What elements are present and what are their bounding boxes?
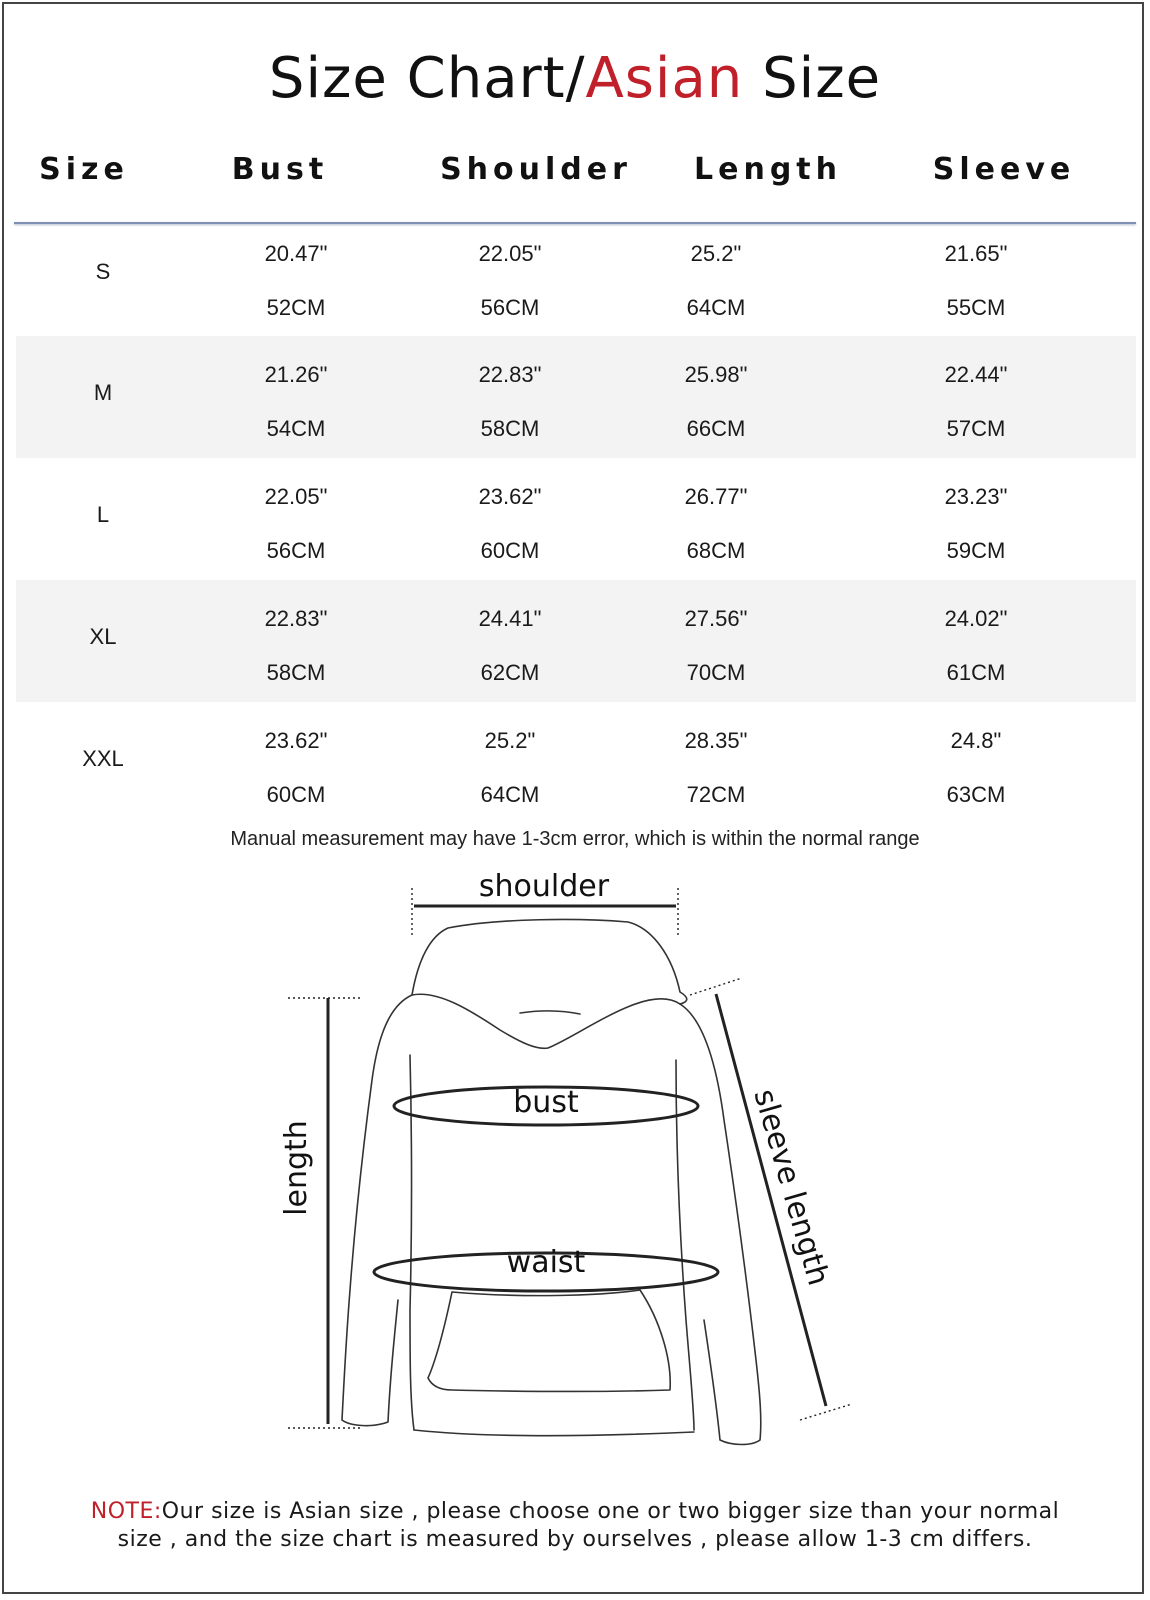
bust-inch: 21.26"	[264, 362, 328, 387]
length-label: length	[279, 1120, 314, 1216]
shoulder-cm: 64CM	[480, 782, 540, 807]
bust-cm: 58CM	[266, 660, 326, 685]
size-label: M	[93, 380, 113, 405]
length-inch: 25.98"	[684, 362, 748, 387]
length-inch: 25.2"	[690, 241, 742, 266]
column-header-shoulder: Shoulder	[440, 152, 632, 187]
length-cm: 64CM	[686, 295, 746, 320]
shoulder-cm: 56CM	[480, 295, 540, 320]
title-accent: Asian	[585, 46, 744, 111]
length-cm: 66CM	[686, 416, 746, 441]
size-label: XL	[89, 624, 117, 649]
bust-inch: 23.62"	[264, 728, 328, 753]
kangaroo-pocket	[428, 1290, 670, 1392]
right-sleeve	[680, 1004, 761, 1445]
length-inch: 27.56"	[684, 606, 748, 631]
left-body-side	[410, 1055, 414, 1430]
note-text-2: size , and the size chart is measured by ourselves , please allow 1-3 cm differs.	[117, 1527, 1033, 1552]
note-label: NOTE:	[90, 1499, 162, 1524]
sleeve-length-label: sleeve length	[746, 1085, 836, 1290]
waist-label: waist	[506, 1245, 586, 1280]
sleeve-cm: 59CM	[946, 538, 1006, 563]
title-suffix: Size	[743, 46, 882, 111]
title-prefix: Size Chart/	[268, 46, 586, 111]
shoulder-inch: 24.41"	[478, 606, 542, 631]
bust-cm: 56CM	[266, 538, 326, 563]
length-inch: 28.35"	[684, 728, 748, 753]
column-header-size: Size	[39, 152, 129, 187]
sleeve-cm: 57CM	[946, 416, 1006, 441]
length-cm: 72CM	[686, 782, 746, 807]
shoulder-inch: 22.83"	[478, 362, 542, 387]
length-inch: 26.77"	[684, 484, 748, 509]
length-cm: 70CM	[686, 660, 746, 685]
measurement-note: Manual measurement may have 1-3cm error, which is within the normal range	[230, 828, 920, 850]
sleeve-cm: 61CM	[946, 660, 1006, 685]
bust-inch: 22.83"	[264, 606, 328, 631]
column-header-bust: Bust	[231, 152, 329, 187]
size-note	[0, 1498, 1150, 1554]
size-label: L	[96, 502, 110, 527]
hem	[414, 1430, 694, 1436]
shoulder-label: shoulder	[478, 869, 610, 904]
sleeve-inch: 21.65"	[944, 241, 1008, 266]
bust-cm: 54CM	[266, 416, 326, 441]
sleeve-cm: 63CM	[946, 782, 1006, 807]
column-header-length: Length	[694, 152, 842, 187]
shoulder-cm: 62CM	[480, 660, 540, 685]
size-label: XXL	[82, 746, 124, 771]
shoulder-inch: 23.62"	[478, 484, 542, 509]
neckline	[520, 1011, 580, 1014]
sleeve-inch: 24.8"	[950, 728, 1002, 753]
size-label: S	[95, 259, 111, 284]
sleeve-inch: 22.44"	[944, 362, 1008, 387]
shoulder-cm: 60CM	[480, 538, 540, 563]
shoulder-inch: 25.2"	[484, 728, 536, 753]
bust-inch: 20.47"	[264, 241, 328, 266]
bust-label: bust	[513, 1085, 579, 1120]
column-header-sleeve: Sleeve	[932, 152, 1076, 187]
sleeve-inch: 23.23"	[944, 484, 1008, 509]
sleeve-cm: 55CM	[946, 295, 1006, 320]
hood-opening	[412, 994, 680, 1048]
bust-inch: 22.05"	[264, 484, 328, 509]
sleeve-inch: 24.02"	[944, 606, 1008, 631]
hood-outline	[412, 920, 687, 1004]
bust-cm: 60CM	[266, 782, 326, 807]
left-sleeve	[342, 995, 412, 1426]
length-cm: 68CM	[686, 538, 746, 563]
bust-cm: 52CM	[266, 295, 326, 320]
size-note-line-1	[0, 1498, 1150, 1526]
shoulder-inch: 22.05"	[478, 241, 542, 266]
note-text-1: Our size is Asian size , please choose one or two bigger size than your normal	[161, 1499, 1060, 1524]
shoulder-cm: 58CM	[480, 416, 540, 441]
